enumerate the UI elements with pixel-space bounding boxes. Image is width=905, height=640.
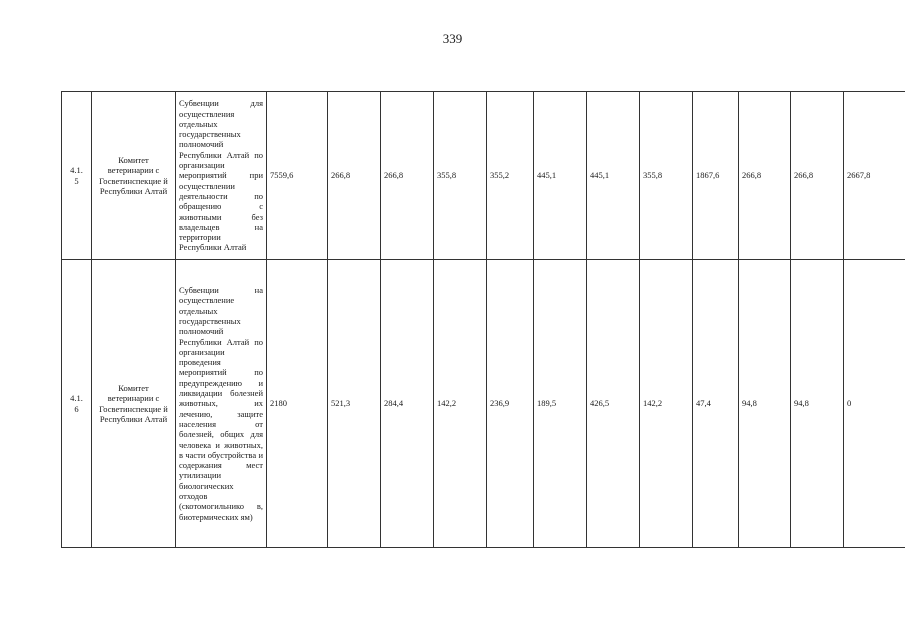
table-row [62, 260, 905, 548]
value-cell: 266,8 [381, 92, 434, 260]
value-cell: 7559,6 [267, 92, 328, 260]
row-number: 4.1. 6 [62, 260, 92, 548]
value-cell: 521,3 [328, 260, 381, 548]
value-cell: 2667,8 [844, 92, 905, 260]
value-cell: 355,8 [640, 92, 693, 260]
description-cell: Субвенции для осуществления отдельных государственных полномочий Республики Алтай по организации мероприятий при осуществлении деятельности по обращению с животными без владельцев на территории Республики Алтай [176, 92, 267, 260]
table-row [62, 92, 905, 260]
budget-table [61, 91, 905, 548]
value-cell: 266,8 [328, 92, 381, 260]
value-cell: 189,5 [534, 260, 587, 548]
row-number: 4.1. 5 [62, 92, 92, 260]
value-cell: 94,8 [791, 260, 844, 548]
value-cell: 355,2 [487, 92, 534, 260]
description-cell: Субвенции на осуществление отдельных государственных полномочий Республики Алтай по организации проведения мероприятий по предупреждению и ликвидации болезней животных, их лечению, защите населения от болезней, общих для человека и животных, в части обустройства и содержания мест утилизации биологических отходов (скотомогильнико в, биотермических ям) [176, 260, 267, 548]
value-cell: 355,8 [434, 92, 487, 260]
value-cell: 94,8 [739, 260, 791, 548]
value-cell: 445,1 [587, 92, 640, 260]
value-cell: 0 [844, 260, 905, 548]
executor-cell: Комитет ветеринарии с Госветинспекцие й Республики Алтай [92, 92, 176, 260]
value-cell: 426,5 [587, 260, 640, 548]
value-cell: 2180 [267, 260, 328, 548]
value-cell: 266,8 [739, 92, 791, 260]
value-cell: 1867,6 [693, 92, 739, 260]
page-number: 339 [442, 31, 463, 46]
value-cell: 142,2 [434, 260, 487, 548]
value-cell: 47,4 [693, 260, 739, 548]
value-cell: 266,8 [791, 92, 844, 260]
value-cell: 236,9 [487, 260, 534, 548]
value-cell: 284,4 [381, 260, 434, 548]
value-cell: 142,2 [640, 260, 693, 548]
value-cell: 445,1 [534, 92, 587, 260]
executor-cell: Комитет ветеринарии с Госветинспекцие й Республики Алтай [92, 260, 176, 548]
